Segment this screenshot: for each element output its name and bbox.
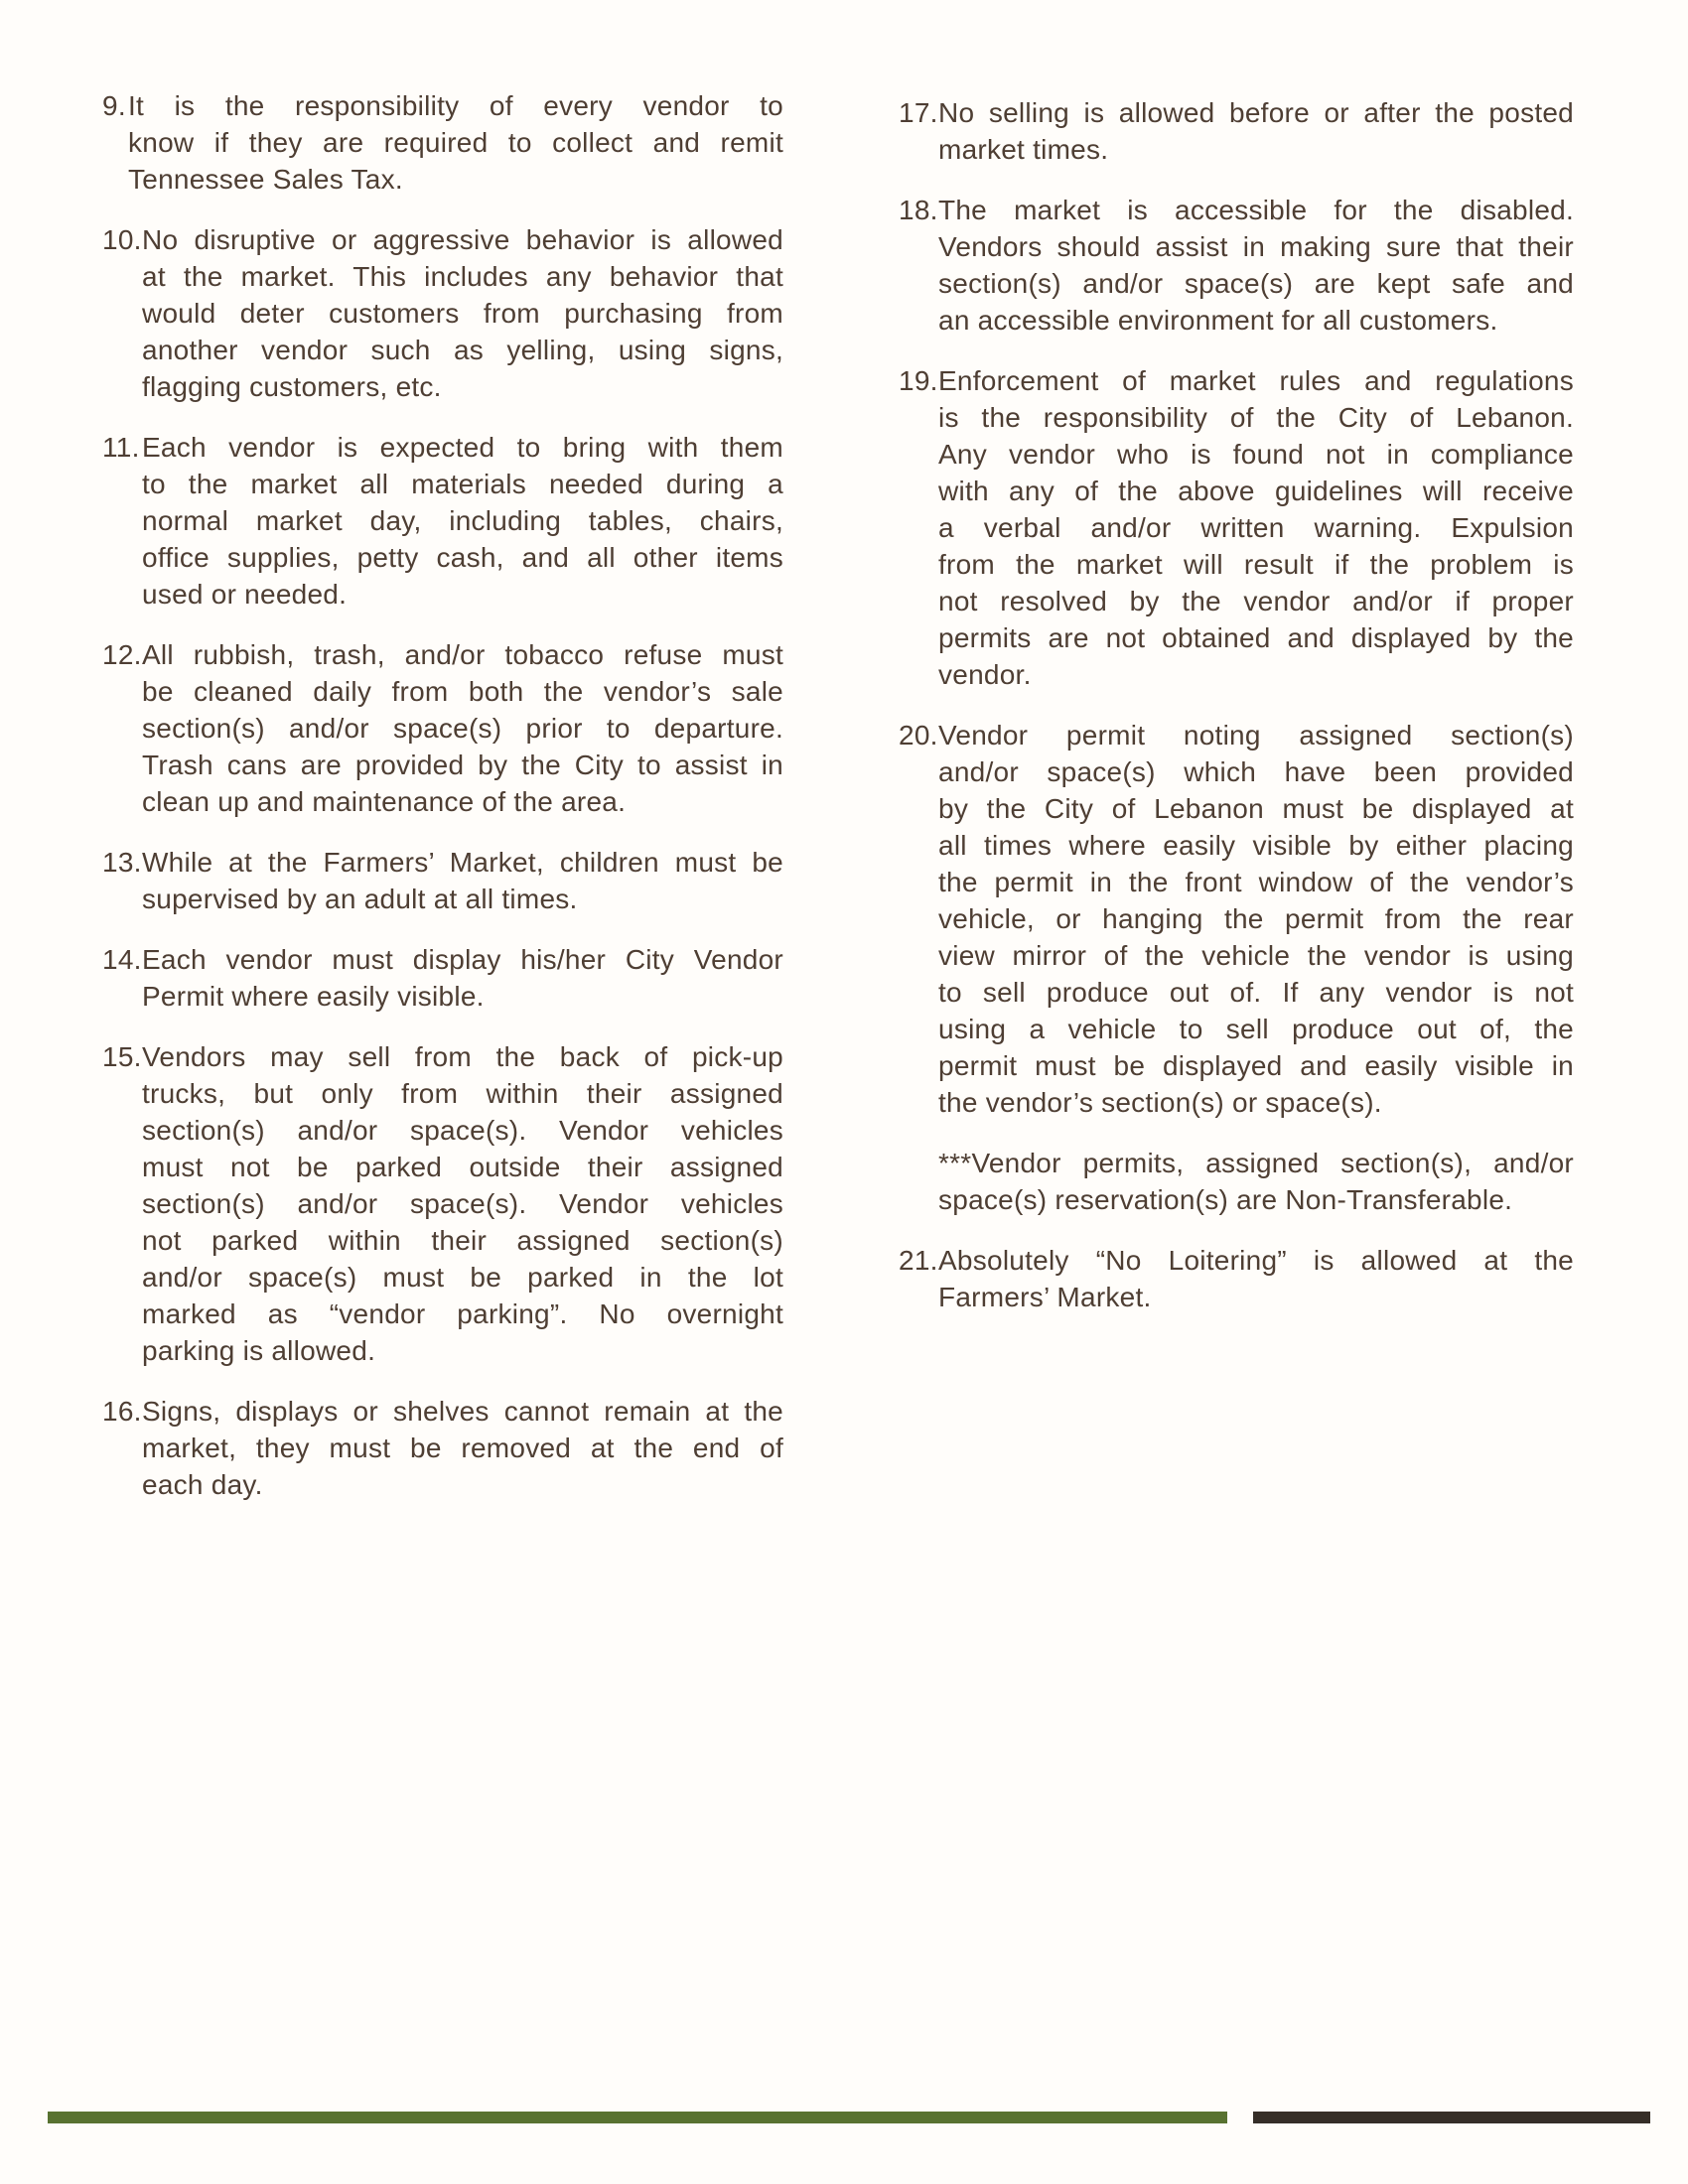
text-line: permit must be displayed and easily visible in (938, 1050, 1574, 1081)
rule-number: 18. (899, 195, 938, 225)
text-line: Signs, displays or shelves cannot remain at the (142, 1396, 783, 1427)
rule-item-15 (102, 1038, 783, 1369)
text-line: Permit where easily visible. (142, 981, 485, 1012)
text-line: the vendor’s section(s) or space(s). (938, 1087, 1382, 1118)
rule-text (128, 87, 783, 198)
text-line: office supplies, petty cash, and all other items (142, 542, 783, 573)
text-line: would deter customers from purchasing from (142, 298, 783, 329)
text-line: section(s) and/or space(s) are kept safe and (938, 268, 1574, 299)
text-line: from the market will result if the problem is (938, 549, 1574, 580)
rule-number: 19. (899, 365, 938, 396)
text-line: permits are not obtained and displayed by the (938, 622, 1574, 653)
rule-text (938, 362, 1574, 693)
text-line: section(s) and/or space(s). Vendor vehicles (142, 1188, 783, 1219)
text-line: flagging customers, etc. (142, 371, 442, 402)
text-line: space(s) reservation(s) are Non-Transferable. (938, 1184, 1513, 1215)
rule-item-13 (102, 844, 783, 917)
rule-text (938, 1242, 1574, 1315)
text-line: supervised by an adult at all times. (142, 884, 578, 914)
text-line: Enforcement of market rules and regulations (938, 365, 1574, 396)
text-line: vehicle, or hanging the permit from the rear (938, 903, 1574, 934)
text-line: with any of the above guidelines will receive (938, 476, 1574, 506)
text-line: Vendors may sell from the back of pick-up (142, 1041, 783, 1072)
text-line: to the market all materials needed during a (142, 469, 783, 499)
text-line: used or needed. (142, 579, 348, 610)
rule-number: 15. (102, 1041, 142, 1072)
text-line: to sell produce out of. If any vendor is not (938, 977, 1574, 1008)
text-line: by the City of Lebanon must be displayed at (938, 793, 1574, 824)
rule-item-11 (102, 429, 783, 613)
text-line: normal market day, including tables, chairs, (142, 505, 783, 536)
rule-text (938, 94, 1574, 168)
rule-number: 21. (899, 1245, 938, 1276)
note-text (938, 1145, 1574, 1218)
note-item (899, 1145, 1574, 1218)
footer-bar-dark (1253, 2112, 1650, 2123)
rules-column-right (899, 94, 1574, 1315)
text-line: and/or space(s) must be parked in the lot (142, 1262, 783, 1293)
rule-number: 11. (102, 432, 140, 463)
rule-item-17 (899, 94, 1574, 168)
rule-item-18 (899, 192, 1574, 339)
text-line: the permit in the front window of the vendor’s (938, 867, 1574, 897)
text-line: All rubbish, trash, and/or tobacco refuse must (142, 639, 783, 670)
text-line: Any vendor who is found not in compliance (938, 439, 1574, 470)
text-line: No disruptive or aggressive behavior is allowed (142, 224, 783, 255)
rule-number: 14. (102, 944, 142, 975)
text-line: marked as “vendor parking”. No overnight (142, 1298, 783, 1329)
text-line: section(s) and/or space(s) prior to departure. (142, 713, 783, 744)
text-line: Absolutely “No Loitering” is allowed at the (938, 1245, 1574, 1276)
rule-text (142, 1393, 783, 1503)
text-line: an accessible environment for all customers. (938, 305, 1498, 336)
text-line: Vendor permit noting assigned section(s) (938, 720, 1574, 751)
text-line: trucks, but only from within their assigned (142, 1078, 783, 1109)
text-line: The market is accessible for the disabled. (938, 195, 1574, 225)
rule-number: 17. (899, 97, 938, 128)
text-line: view mirror of the vehicle the vendor is using (938, 940, 1574, 971)
rule-number: 13. (102, 847, 142, 878)
text-line: be cleaned daily from both the vendor’s sale (142, 676, 783, 707)
text-line: ***Vendor permits, assigned section(s), and/or (938, 1148, 1574, 1178)
text-line: know if they are required to collect and remit (128, 127, 783, 158)
rule-number: 16. (102, 1396, 142, 1427)
rule-text (142, 941, 783, 1015)
rules-column-left (102, 87, 783, 1503)
text-line: each day. (142, 1469, 263, 1500)
text-line: Each vendor must display his/her City Vendor (142, 944, 783, 975)
rule-item-21 (899, 1242, 1574, 1315)
rule-number: 10. (102, 224, 142, 255)
text-line: parking is allowed. (142, 1335, 376, 1366)
text-line: Each vendor is expected to bring with them (142, 432, 783, 463)
text-line: market times. (938, 134, 1109, 165)
text-line: No selling is allowed before or after the posted (938, 97, 1574, 128)
text-line: Farmers’ Market. (938, 1282, 1152, 1312)
rule-text (142, 221, 783, 405)
text-line: must not be parked outside their assigned (142, 1152, 783, 1182)
text-line: another vendor such as yelling, using signs, (142, 335, 783, 365)
text-line: While at the Farmers’ Market, children must be (142, 847, 783, 878)
rule-item-20 (899, 717, 1574, 1121)
rule-text (142, 1038, 783, 1369)
text-line: all times where easily visible by either placing (938, 830, 1574, 861)
text-line: and/or space(s) which have been provided (938, 756, 1574, 787)
text-line: a verbal and/or written warning. Expulsion (938, 512, 1574, 543)
text-line: is the responsibility of the City of Lebanon. (938, 402, 1574, 433)
text-line: clean up and maintenance of the area. (142, 786, 627, 817)
rule-number: 20. (899, 720, 938, 751)
text-line: It is the responsibility of every vendor to (128, 90, 783, 121)
footer-bar-green (48, 2112, 1227, 2123)
rule-item-19 (899, 362, 1574, 693)
rule-item-10 (102, 221, 783, 405)
text-line: not resolved by the vendor and/or if proper (938, 586, 1574, 616)
rule-item-14 (102, 941, 783, 1015)
rule-number: 9. (102, 90, 126, 121)
rule-item-16 (102, 1393, 783, 1503)
text-line: section(s) and/or space(s). Vendor vehicles (142, 1115, 783, 1146)
rule-item-9 (102, 87, 783, 198)
rule-text (142, 844, 783, 917)
text-line: Tennessee Sales Tax. (128, 164, 403, 195)
text-line: Trash cans are provided by the City to assist in (142, 750, 783, 780)
text-line: using a vehicle to sell produce out of, the (938, 1014, 1574, 1044)
text-line: Vendors should assist in making sure that their (938, 231, 1574, 262)
text-line: vendor. (938, 659, 1032, 690)
text-line: at the market. This includes any behavior that (142, 261, 783, 292)
rule-text (142, 429, 783, 613)
text-line: not parked within their assigned section(s) (142, 1225, 783, 1256)
text-line: market, they must be removed at the end of (142, 1433, 783, 1463)
rule-number: 12. (102, 639, 142, 670)
rule-item-12 (102, 636, 783, 820)
rule-text (142, 636, 783, 820)
rule-text (938, 717, 1574, 1121)
rule-text (938, 192, 1574, 339)
